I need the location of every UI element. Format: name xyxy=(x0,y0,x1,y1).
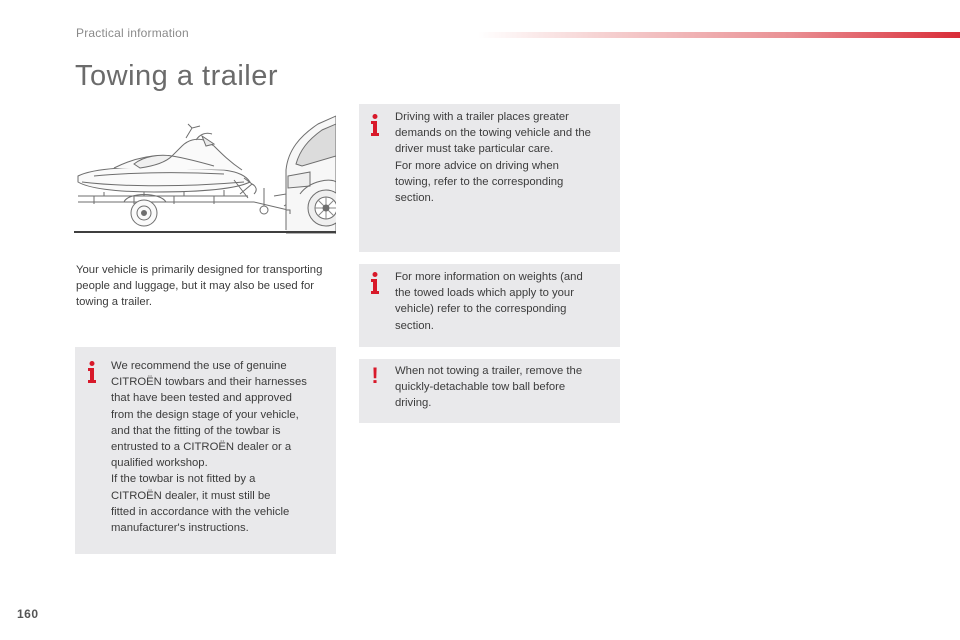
note-line: driver must take particular care. xyxy=(395,143,554,156)
section-label: Practical information xyxy=(76,26,189,40)
note-line: fitted in accordance with the vehicle xyxy=(111,505,290,518)
note-line: quickly-detachable tow ball before xyxy=(395,381,566,394)
info-icon xyxy=(88,361,96,383)
note-driving xyxy=(359,104,620,252)
info-icon xyxy=(371,114,379,136)
note-line: qualified workshop. xyxy=(111,457,208,470)
note-line: driving. xyxy=(395,397,432,410)
note-tow-ball xyxy=(359,359,620,423)
note-line: manufacturer's instructions. xyxy=(111,522,249,535)
note-line: For more information on weights (and xyxy=(395,271,583,283)
note-line: If the towbar is not fitted by a xyxy=(111,473,256,486)
note-weights xyxy=(359,264,620,347)
note-weights-text xyxy=(395,269,583,334)
note-line: the towed loads which apply to your xyxy=(395,287,574,300)
page-title: Towing a trailer xyxy=(75,60,279,92)
note-line: from the design stage of your vehicle, xyxy=(111,408,299,421)
note-line: vehicle) refer to the corresponding xyxy=(395,303,567,316)
note-line: that have been tested and approved xyxy=(111,392,292,405)
note-line: Driving with a trailer places greater xyxy=(395,111,569,123)
page-number: 160 xyxy=(17,607,39,621)
note-line: demands on the towing vehicle and the xyxy=(395,127,591,140)
note-line: section. xyxy=(395,319,434,332)
note-line: We recommend the use of genuine xyxy=(111,360,287,372)
note-line: section. xyxy=(395,192,434,205)
note-towbar xyxy=(75,347,336,554)
note-line: entrusted to a CITROËN dealer or a xyxy=(111,441,292,454)
warning-icon: ! xyxy=(371,363,379,388)
info-icon xyxy=(371,272,379,294)
note-driving-text xyxy=(395,109,591,206)
intro-paragraph: Your vehicle is primarily designed for transporting people and luggage, but it may also be used for towing a trailer. xyxy=(76,264,323,309)
note-tow-ball-text xyxy=(395,363,582,412)
note-line: and that the fitting of the towbar is xyxy=(111,424,281,437)
car-towing-jetski-illustration xyxy=(74,110,336,234)
note-line: When not towing a trailer, remove the xyxy=(395,365,583,377)
note-line: towing, refer to the corresponding xyxy=(395,175,564,188)
note-line: CITROËN dealer, it must still be xyxy=(111,489,271,502)
note-line: CITROËN towbars and their harnesses xyxy=(111,376,307,389)
header-accent-rule xyxy=(478,32,960,38)
note-line: For more advice on driving when xyxy=(395,159,559,172)
note-towbar-text xyxy=(111,358,307,536)
